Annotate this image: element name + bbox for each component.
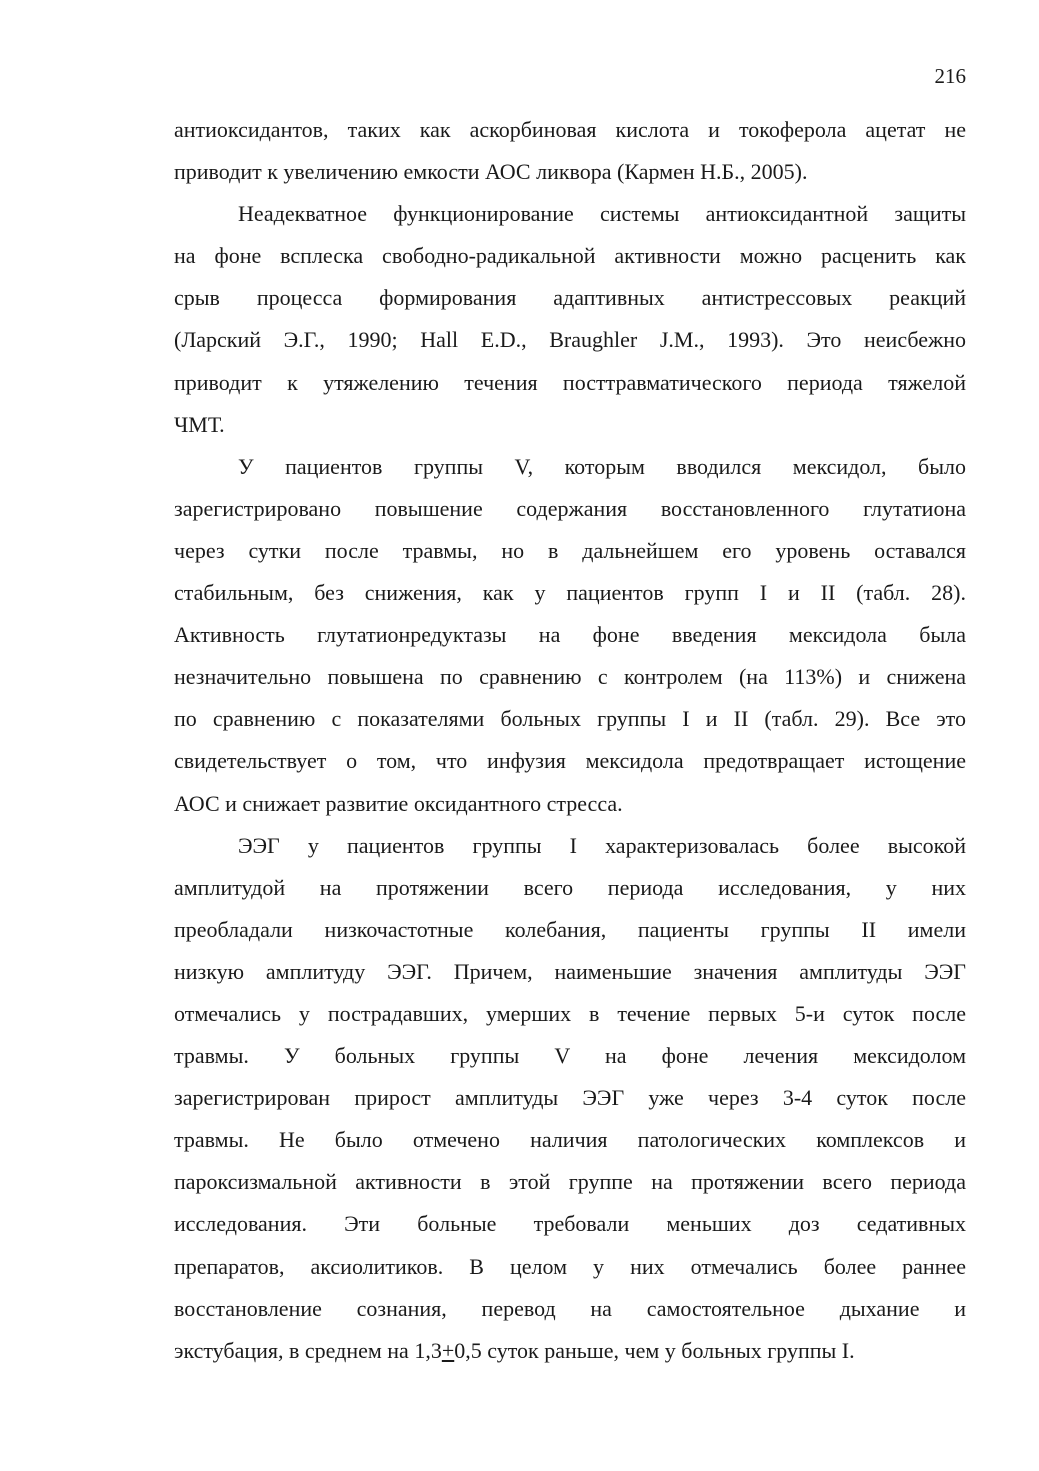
text-line: на фоне всплеска свободно-радикальной активности можно расценить как xyxy=(174,243,966,269)
page-body xyxy=(174,109,966,1372)
text-fragment: экстубация, в среднем на 1,3 xyxy=(174,1337,442,1363)
text-line: зарегистрирован прирост амплитуды ЭЭГ уже через 3-4 суток после xyxy=(174,1085,966,1111)
text-line: пароксизмальной активности в этой группе на протяжении всего периода xyxy=(174,1169,966,1195)
text-line: восстановление сознания, перевод на самостоятельное дыхание и xyxy=(174,1295,966,1321)
text-line: Активность глутатионредуктазы на фоне введения мексидола была xyxy=(174,622,966,648)
text-line: (Ларский Э.Г., 1990; Hall E.D., Braughler J.M., 1993). Это неисбежно xyxy=(174,327,966,353)
paragraph-2 xyxy=(174,193,966,446)
text-line: зарегистрировано повышение содержания восстановленного глутатиона xyxy=(174,495,966,521)
text-fragment: 0,5 суток раньше, чем у больных группы I. xyxy=(454,1337,855,1363)
text-line: амплитудой на протяжении всего периода исследования, у них xyxy=(174,874,966,900)
text-line: приводит к увеличению емкости АОС ликвора (Кармен Н.Б., 2005). xyxy=(174,159,808,185)
text-line: свидетельствует о том, что инфузия мексидола предотвращает истощение xyxy=(174,748,966,774)
paragraph-4 xyxy=(174,825,966,1372)
text-line: преобладали низкочастотные колебания, пациенты группы II имели xyxy=(174,916,966,942)
text-line: травмы. У больных группы V на фоне лечения мексидолом xyxy=(174,1043,966,1069)
text-line: У пациентов группы V, которым вводился мексидол, было xyxy=(238,453,966,479)
page-number: 216 xyxy=(934,64,966,88)
text-line: низкую амплитуду ЭЭГ. Причем, наименьшие значения амплитуды ЭЭГ xyxy=(174,958,966,984)
plus-minus-sign: + xyxy=(441,1337,455,1363)
text-line-final xyxy=(174,1330,966,1372)
text-line: травмы. Не было отмечено наличия патологических комплексов и xyxy=(174,1127,966,1153)
paragraph-3 xyxy=(174,446,966,825)
text-line: АОС и снижает развитие оксидантного стресса. xyxy=(174,790,623,816)
text-line: по сравнению с показателями больных группы I и II (табл. 29). Все это xyxy=(174,706,966,732)
text-line: исследования. Эти больные требовали меньших доз седативных xyxy=(174,1211,966,1237)
text-line: препаратов, аксиолитиков. В целом у них отмечались более раннее xyxy=(174,1253,966,1279)
text-line: стабильным, без снижения, как у пациентов групп I и II (табл. 28). xyxy=(174,580,966,606)
text-line: Неадекватное функционирование системы антиоксидантной защиты xyxy=(238,201,966,227)
text-line: ЧМТ. xyxy=(174,411,225,437)
paragraph-1 xyxy=(174,109,966,193)
text-line: через сутки после травмы, но в дальнейшем его уровень оставался xyxy=(174,537,966,563)
text-line: срыв процесса формирования адаптивных антистрессовых реакций xyxy=(174,285,966,311)
text-line: отмечались у пострадавших, умерших в течение первых 5-и суток после xyxy=(174,1000,966,1026)
text-line: приводит к утяжелению течения посттравматического периода тяжелой xyxy=(174,369,966,395)
text-line: ЭЭГ у пациентов группы I характеризовалась более высокой xyxy=(238,832,966,858)
text-line: антиоксидантов, таких как аскорбиновая кислота и токоферола ацетат не xyxy=(174,117,966,142)
text-line: незначительно повышена по сравнению с контролем (на 113%) и снижена xyxy=(174,664,966,690)
